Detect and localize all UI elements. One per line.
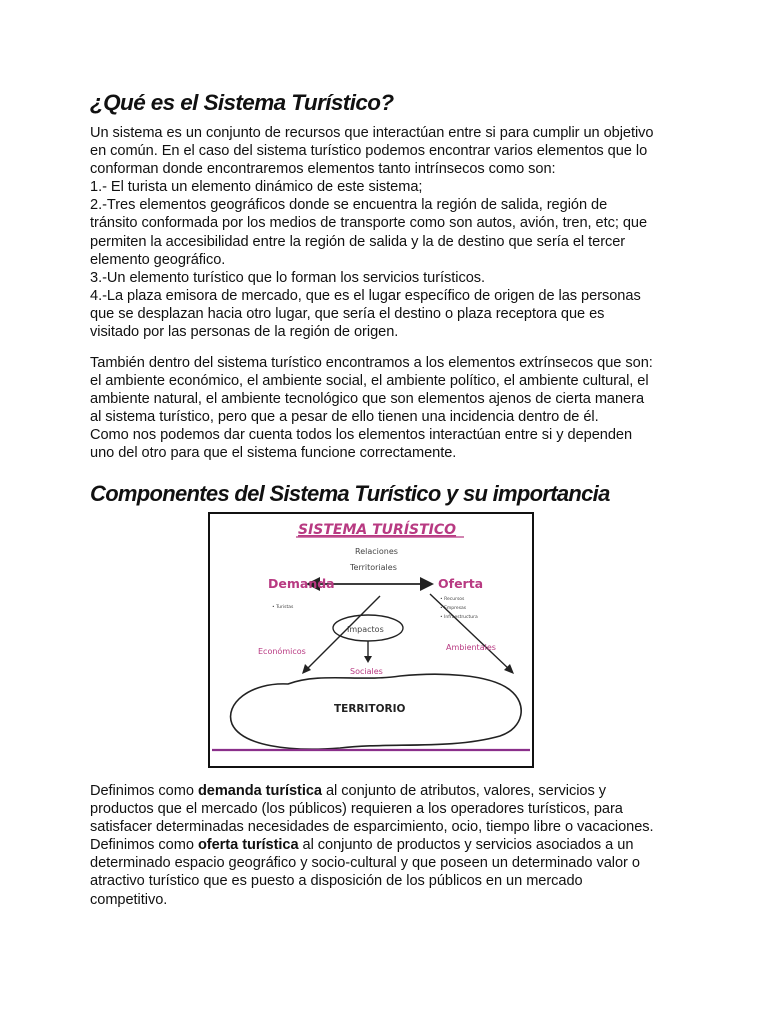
text-line: uno del otro para que el sistema funcione correctamente. xyxy=(90,445,457,462)
oferta-item-empresas: • Empresas xyxy=(440,606,467,611)
text-line: el ambiente económico, el ambiente social, el ambiente político, el ambiente cultural, el xyxy=(90,373,649,390)
text-line: en común. En el caso del sistema turístico podemos encontrar varios elementos que lo xyxy=(90,143,648,160)
label-oferta: Oferta xyxy=(438,576,484,591)
text-line: atractivo turístico que es puesto a disposición de los públicos en un mercado xyxy=(90,873,583,890)
text-fragment: Definimos como xyxy=(90,783,198,799)
text-fragment: Definimos como xyxy=(90,837,198,854)
list-item-3: 3.-Un elemento turístico que lo forman los servicios turísticos. xyxy=(90,269,486,286)
text-line: productos que el mercado (los públicos) requieren a los operadores turísticos, para xyxy=(90,801,623,818)
label-relaciones: Relaciones xyxy=(355,547,398,556)
label-economicos: Económicos xyxy=(258,647,306,656)
text-line: competitivo. xyxy=(90,891,168,908)
sistema-turistico-diagram xyxy=(208,512,534,768)
text-line: conforman donde encontraremos elementos tanto intrínsecos como son: xyxy=(90,161,556,178)
heading-componentes: Componentes del Sistema Turístico y su importancia xyxy=(90,481,610,506)
text-line: permiten la accesibilidad entre la región de salida y la de destino que sería el tercer xyxy=(90,233,626,250)
text-line: tránsito conformada por los medios de transporte como son autos, avión, tren, etc; que xyxy=(90,215,648,232)
text-line: ambiente natural, el ambiente tecnológico que son elementos ajenos de cierta manera xyxy=(90,391,645,408)
text-line: que se desplazan hacia otro lugar, que sería el destino o plaza receptora que es xyxy=(90,305,605,322)
text-line: al sistema turístico, pero que a pesar de ello tienen una incidencia dentro de él. xyxy=(90,409,599,426)
list-item-1: 1.- El turista un elemento dinámico de este sistema; xyxy=(90,179,423,196)
text-fragment: al conjunto de atributos, valores, servicios y xyxy=(321,783,606,799)
list-item-2: 2.-Tres elementos geográficos donde se encuentra la región de salida, región de xyxy=(90,197,608,214)
arrow-down xyxy=(364,641,372,663)
diagram-svg xyxy=(210,514,532,766)
definitions-text-block xyxy=(90,782,690,909)
text-line: Un sistema es un conjunto de recursos que interactúan entre si para cumplir un objetivo xyxy=(90,125,654,141)
term-oferta-turistica: oferta turística xyxy=(197,837,299,854)
text-line: satisfacer determinadas necesidades de esparcimiento, ocio, tiempo libre o vacaciones. xyxy=(90,819,654,836)
oferta-item-infraestructura: • Infraestructura xyxy=(440,615,478,620)
text-line xyxy=(90,836,690,854)
list-item-4: 4.-La plaza emisora de mercado, que es el lugar específico de origen de las personas xyxy=(90,287,641,304)
label-sociales: Sociales xyxy=(350,667,383,676)
oferta-item-recursos: • Recursos xyxy=(440,597,465,602)
heading-que-es-sistema-turistico: ¿Qué es el Sistema Turístico? xyxy=(90,90,394,115)
label-impactos: Impactos xyxy=(347,625,384,634)
label-ambientales: Ambientales xyxy=(446,643,496,652)
extrinsic-text-block xyxy=(90,354,690,463)
text-line: determinado espacio geográfico y socio-cultural y que poseen un determinado valor o xyxy=(90,855,640,872)
demanda-item-turistas: • Turistas xyxy=(272,605,294,610)
text-line xyxy=(90,782,690,800)
text-line: También dentro del sistema turístico encontramos a los elementos extrínsecos que son: xyxy=(90,355,653,371)
text-fragment: al conjunto de productos y servicios asociados a un xyxy=(298,837,634,854)
label-demanda: Demanda xyxy=(268,576,335,591)
term-demanda-turistica: demanda turística xyxy=(197,783,322,799)
text-line: elemento geográfico. xyxy=(90,251,226,268)
text-line: Como nos podemos dar cuenta todos los elementos interactúan entre si y dependen xyxy=(90,427,633,444)
arrow-right xyxy=(430,594,514,674)
text-line: visitado por las personas de la región de origen. xyxy=(90,324,399,341)
label-territoriales: Territoriales xyxy=(350,563,397,572)
intro-text-block xyxy=(90,124,690,341)
label-territorio: TERRITORIO xyxy=(334,703,406,715)
diagram-title: SISTEMA TURÍSTICO xyxy=(298,522,457,538)
